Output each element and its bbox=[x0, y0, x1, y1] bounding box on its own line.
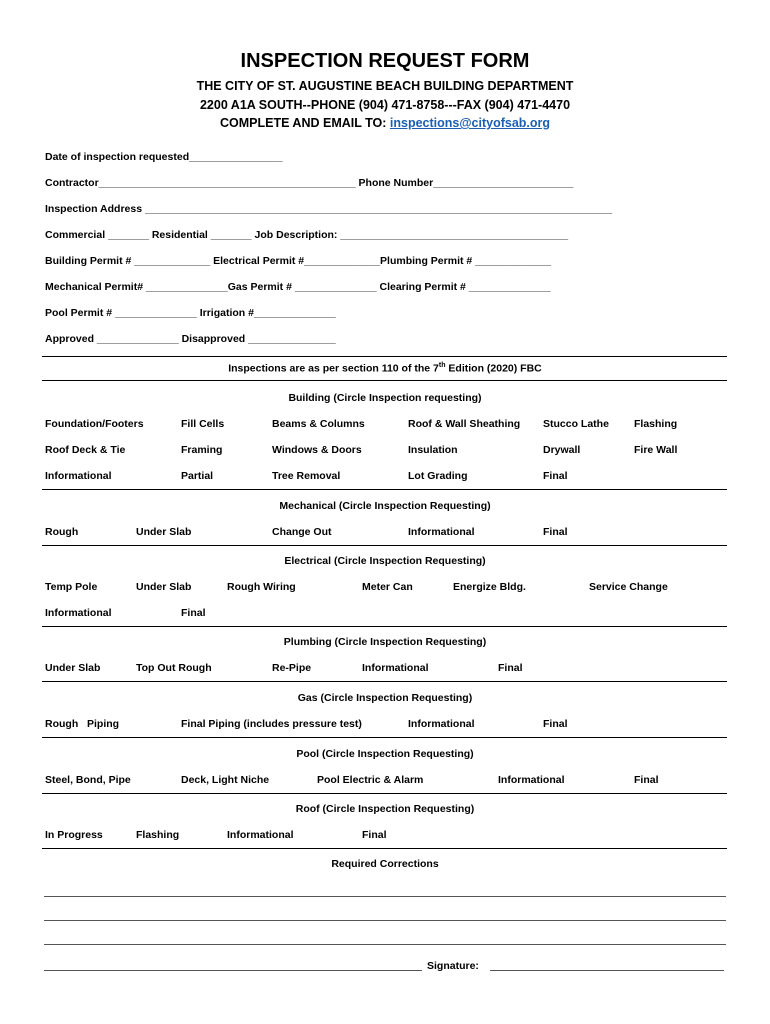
option-top-out-rough[interactable]: Top Out Rough bbox=[136, 662, 212, 674]
permits-field-1[interactable]: Building Permit # _____________ Electrical Permit #_____________Plumbing Permit # _____________ bbox=[45, 255, 552, 267]
option-final[interactable]: Final bbox=[498, 662, 523, 674]
option-informational[interactable]: Informational bbox=[408, 718, 475, 730]
option-re-pipe[interactable]: Re-Pipe bbox=[272, 662, 312, 674]
correction-line[interactable] bbox=[44, 944, 726, 945]
option-flashing[interactable]: Flashing bbox=[634, 418, 678, 430]
option-rough[interactable]: Rough bbox=[45, 526, 79, 538]
option-windows-doors[interactable]: Windows & Doors bbox=[272, 444, 362, 456]
inspection-address-field[interactable]: Inspection Address ________________________________________________________________________________ bbox=[45, 203, 613, 215]
option-informational[interactable]: Informational bbox=[498, 774, 565, 786]
option-service-change[interactable]: Service Change bbox=[589, 581, 668, 593]
department-contact: 2200 A1A SOUTH--PHONE (904) 471-8758---FAX (904) 471-4470 bbox=[199, 98, 571, 112]
option-informational[interactable]: Informational bbox=[408, 526, 475, 538]
divider bbox=[42, 356, 727, 357]
divider bbox=[42, 793, 727, 794]
option-informational[interactable]: Informational bbox=[227, 829, 294, 841]
option-rough-piping[interactable]: Rough Piping bbox=[45, 718, 120, 730]
fbc-note-sup: th bbox=[438, 362, 446, 369]
option-change-out[interactable]: Change Out bbox=[272, 526, 332, 538]
option-informational[interactable]: Informational bbox=[362, 662, 429, 674]
plumbing-heading: Plumbing (Circle Inspection Requesting) bbox=[283, 636, 487, 648]
permits-field-3[interactable]: Pool Permit # ______________ Irrigation #______________ bbox=[45, 307, 336, 319]
electrical-heading: Electrical (Circle Inspection Requesting) bbox=[284, 555, 486, 567]
option-insulation[interactable]: Insulation bbox=[408, 444, 458, 456]
divider bbox=[42, 489, 727, 490]
option-temp-pole[interactable]: Temp Pole bbox=[45, 581, 98, 593]
fbc-note bbox=[0, 362, 770, 375]
option-final[interactable]: Final bbox=[181, 607, 206, 619]
option-stucco-lathe[interactable]: Stucco Lathe bbox=[543, 418, 609, 430]
option-drywall[interactable]: Drywall bbox=[543, 444, 581, 456]
option-fill-cells[interactable]: Fill Cells bbox=[181, 418, 225, 430]
email-line bbox=[0, 116, 770, 130]
form-title: INSPECTION REQUEST FORM bbox=[240, 50, 530, 72]
divider bbox=[42, 626, 727, 627]
option-rough-wiring[interactable]: Rough Wiring bbox=[227, 581, 296, 593]
divider bbox=[42, 681, 727, 682]
divider bbox=[42, 848, 727, 849]
approval-field[interactable]: Approved ______________ Disapproved _______________ bbox=[45, 333, 336, 345]
signature-label: Signature: bbox=[427, 960, 479, 972]
option-final-piping[interactable]: Final Piping (includes pressure test) bbox=[181, 718, 362, 730]
option-under-slab[interactable]: Under Slab bbox=[136, 526, 192, 538]
option-tree-removal[interactable]: Tree Removal bbox=[272, 470, 341, 482]
contractor-field[interactable]: Contractor____________________________________________ Phone Number________________________ bbox=[45, 177, 574, 189]
divider bbox=[42, 737, 727, 738]
option-deck-light-niche[interactable]: Deck, Light Niche bbox=[181, 774, 270, 786]
option-fire-wall[interactable]: Fire Wall bbox=[634, 444, 678, 456]
email-label: COMPLETE AND EMAIL TO: bbox=[219, 116, 390, 130]
pool-heading: Pool (Circle Inspection Requesting) bbox=[296, 748, 474, 760]
option-steel-bond-pipe[interactable]: Steel, Bond, Pipe bbox=[45, 774, 131, 786]
option-informational[interactable]: Informational bbox=[45, 470, 112, 482]
option-pool-electric-alarm[interactable]: Pool Electric & Alarm bbox=[317, 774, 424, 786]
permits-field-2[interactable]: Mechanical Permit# ______________Gas Permit # ______________ Clearing Permit # ______________ bbox=[45, 281, 551, 293]
job-type-field[interactable]: Commercial _______ Residential _______ Job Description: _______________________________________ bbox=[45, 229, 569, 241]
signature-line[interactable] bbox=[490, 970, 724, 971]
fbc-note-text: Inspections are as per section 110 of the 7 bbox=[228, 362, 439, 375]
divider bbox=[42, 545, 727, 546]
corrections-heading: Required Corrections bbox=[331, 858, 439, 870]
option-in-progress[interactable]: In Progress bbox=[45, 829, 103, 841]
option-roof-deck-tie[interactable]: Roof Deck & Tie bbox=[45, 444, 126, 456]
option-final[interactable]: Final bbox=[543, 470, 568, 482]
option-informational[interactable]: Informational bbox=[45, 607, 112, 619]
correction-line[interactable] bbox=[44, 896, 726, 897]
option-under-slab[interactable]: Under Slab bbox=[136, 581, 192, 593]
option-flashing[interactable]: Flashing bbox=[136, 829, 180, 841]
department-name: THE CITY OF ST. AUGUSTINE BEACH BUILDING DEPARTMENT bbox=[196, 79, 574, 93]
option-under-slab[interactable]: Under Slab bbox=[45, 662, 101, 674]
divider bbox=[42, 380, 727, 381]
fbc-note-text-end: Edition (2020) FBC bbox=[445, 362, 542, 375]
correction-line[interactable] bbox=[44, 970, 422, 971]
option-final[interactable]: Final bbox=[543, 718, 568, 730]
roof-heading: Roof (Circle Inspection Requesting) bbox=[295, 803, 475, 815]
option-final[interactable]: Final bbox=[362, 829, 387, 841]
gas-heading: Gas (Circle Inspection Requesting) bbox=[297, 692, 473, 704]
option-beams-columns[interactable]: Beams & Columns bbox=[272, 418, 365, 430]
mechanical-heading: Mechanical (Circle Inspection Requesting) bbox=[279, 500, 491, 512]
option-lot-grading[interactable]: Lot Grading bbox=[408, 470, 468, 482]
date-field[interactable]: Date of inspection requested________________ bbox=[45, 151, 283, 163]
option-energize-bldg[interactable]: Energize Bldg. bbox=[453, 581, 526, 593]
option-framing[interactable]: Framing bbox=[181, 444, 223, 456]
option-partial[interactable]: Partial bbox=[181, 470, 214, 482]
option-roof-wall-sheathing[interactable]: Roof & Wall Sheathing bbox=[408, 418, 521, 430]
option-meter-can[interactable]: Meter Can bbox=[362, 581, 413, 593]
option-final[interactable]: Final bbox=[634, 774, 659, 786]
option-final[interactable]: Final bbox=[543, 526, 568, 538]
correction-line[interactable] bbox=[44, 920, 726, 921]
email-link[interactable]: inspections@cityofsab.org bbox=[389, 116, 551, 130]
option-foundation-footers[interactable]: Foundation/Footers bbox=[45, 418, 144, 430]
building-heading: Building (Circle Inspection requesting) bbox=[288, 392, 482, 404]
